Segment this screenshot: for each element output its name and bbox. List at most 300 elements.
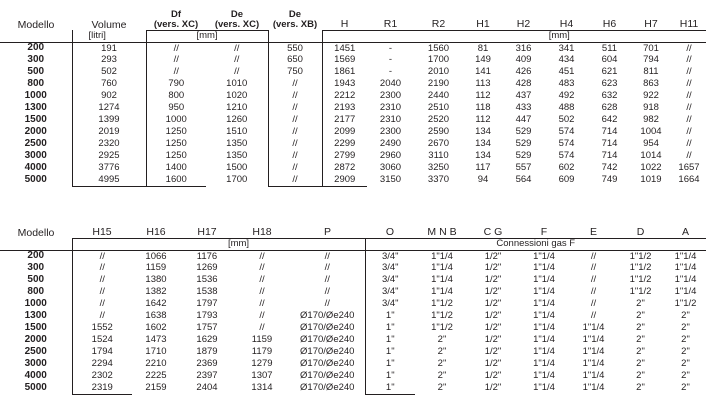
table-cell: Ø170/Øe240 bbox=[300, 346, 355, 358]
table-cell: - bbox=[388, 66, 393, 78]
table-cell: 1879 bbox=[196, 346, 218, 358]
table-cell: 2" bbox=[437, 382, 447, 394]
col2-o: O bbox=[385, 226, 395, 238]
table-row bbox=[0, 370, 706, 382]
table-cell: 918 bbox=[643, 102, 659, 114]
table-cell: 2872 bbox=[322, 162, 367, 174]
table-cell: // bbox=[259, 322, 265, 334]
table-row bbox=[0, 322, 706, 334]
model-cell: 1000 bbox=[24, 298, 47, 309]
table-cell: 811 bbox=[643, 66, 659, 78]
col-r1: R1 bbox=[383, 18, 398, 30]
table-cell: 1569 bbox=[322, 54, 367, 66]
table-cell: 1"1/4 bbox=[533, 262, 555, 274]
table-cell: Ø170/Øe240 bbox=[300, 382, 355, 394]
table-cell: 954 bbox=[643, 138, 659, 150]
model-cell: 1300 bbox=[24, 310, 47, 321]
table-cell: Ø170/Øe240 bbox=[300, 358, 355, 370]
table-cell: 2099 bbox=[322, 126, 367, 138]
table-cell: // bbox=[146, 42, 206, 54]
table-cell: 1" bbox=[365, 310, 415, 322]
model-cell: 2000 bbox=[24, 334, 47, 345]
table-cell: 434 bbox=[558, 54, 575, 66]
table-cell: 2" bbox=[636, 358, 645, 370]
table-cell: 1510 bbox=[226, 126, 248, 138]
table-cell: 1279 bbox=[251, 358, 273, 370]
table-cell: 81 bbox=[463, 42, 503, 54]
table-cell: 714 bbox=[601, 126, 618, 138]
table-row bbox=[0, 90, 706, 102]
table-cell: 1"1/4 bbox=[533, 322, 555, 334]
table-row bbox=[0, 310, 706, 322]
unit-mm-df: [mm] bbox=[146, 30, 268, 42]
table-cell: 1861 bbox=[322, 66, 367, 78]
table-cell: 1/2" bbox=[484, 358, 502, 370]
table-cell: 1/2" bbox=[484, 262, 502, 274]
table-cell: 1"1/4 bbox=[533, 334, 555, 346]
table-cell: 3/4" bbox=[365, 250, 415, 262]
table-cell: // bbox=[234, 54, 240, 66]
table-row bbox=[0, 358, 706, 370]
table-cell: 112 bbox=[475, 114, 491, 126]
table-cell: // bbox=[234, 250, 290, 262]
table-cell: 1"1/4 bbox=[415, 250, 469, 262]
table-cell: 2909 bbox=[322, 174, 367, 186]
table-cell: 2299 bbox=[322, 138, 367, 150]
table-row bbox=[0, 334, 706, 346]
unit2-gas: Connessioni gas F bbox=[365, 238, 706, 250]
model-cell: 2000 bbox=[24, 126, 47, 137]
table-cell: 1269 bbox=[196, 262, 218, 274]
table-cell: 2" bbox=[681, 334, 690, 346]
table-cell: 2670 bbox=[427, 138, 450, 150]
table-cell: // bbox=[268, 126, 322, 138]
col2-h16: H16 bbox=[146, 226, 166, 238]
table-cell: 623 bbox=[601, 78, 618, 90]
col2-modello: Modello bbox=[17, 226, 55, 238]
table-cell: 1"1/4 bbox=[533, 310, 555, 322]
table-cell: 1757 bbox=[196, 322, 218, 334]
table-cell: 1" bbox=[365, 370, 415, 382]
table-cell: // bbox=[590, 286, 597, 298]
table-cell: 2310 bbox=[379, 114, 402, 126]
table-cell: // bbox=[686, 126, 692, 138]
table-cell: 1"1/2 bbox=[629, 274, 652, 286]
table-cell: 437 bbox=[515, 90, 532, 102]
dimensions-table-2 bbox=[0, 214, 706, 395]
table-cell: 2159 bbox=[145, 382, 167, 394]
table-cell: 511 bbox=[589, 42, 630, 54]
table-cell: 1/2" bbox=[484, 370, 502, 382]
table-cell: 3/4" bbox=[365, 262, 415, 274]
table-cell: 1/2" bbox=[484, 274, 502, 286]
table-cell: 1"1/2 bbox=[629, 262, 652, 274]
table-cell: 1"1/4 bbox=[582, 382, 605, 394]
table-cell: // bbox=[590, 310, 597, 322]
table-cell: 609 bbox=[558, 174, 575, 186]
table-cell: 2019 bbox=[72, 126, 146, 138]
table-cell: 1"1/4 bbox=[674, 274, 697, 286]
table-row bbox=[0, 174, 706, 186]
table-cell: 1010 bbox=[226, 78, 248, 90]
table-cell: 1/2" bbox=[484, 334, 502, 346]
model-cell: 4000 bbox=[24, 162, 47, 173]
table-cell: 714 bbox=[601, 138, 618, 150]
table-cell: 604 bbox=[601, 54, 618, 66]
table-cell: 602 bbox=[558, 162, 575, 174]
model-cell: 500 bbox=[27, 274, 45, 285]
table-cell: 2" bbox=[681, 370, 690, 382]
table-cell: 701 bbox=[630, 42, 672, 54]
table-cell: // bbox=[686, 78, 692, 90]
col-h2: H2 bbox=[516, 18, 531, 30]
table-cell: 1664 bbox=[678, 174, 700, 186]
model-cell: 800 bbox=[27, 286, 45, 297]
table-cell: // bbox=[324, 274, 330, 286]
table-cell: 1552 bbox=[72, 322, 132, 334]
table-cell: // bbox=[259, 298, 265, 310]
table-cell: - bbox=[367, 42, 414, 54]
col-h11: H11 bbox=[679, 18, 699, 30]
table-cell: 451 bbox=[558, 66, 575, 78]
table-cell: 1/2" bbox=[484, 298, 502, 310]
unit-mm-dims: [mm] bbox=[322, 30, 706, 42]
table-cell: 2319 bbox=[72, 382, 132, 394]
table-cell: 2" bbox=[636, 334, 645, 346]
table-cell: 1022 bbox=[640, 162, 662, 174]
table-cell: 3/4" bbox=[365, 286, 415, 298]
table-cell: 800 bbox=[146, 90, 206, 102]
col-h4: H4 bbox=[559, 18, 574, 30]
table-cell: 2799 bbox=[322, 150, 367, 162]
table-cell: 3060 bbox=[379, 162, 402, 174]
table-cell: 1" bbox=[365, 358, 415, 370]
table-cell: 1"1/4 bbox=[517, 250, 571, 262]
table-cell: 1066 bbox=[132, 250, 180, 262]
table-row bbox=[0, 298, 706, 310]
table-cell: // bbox=[686, 138, 692, 150]
table-cell: 529 bbox=[515, 138, 532, 150]
table-cell: 1657 bbox=[678, 162, 700, 174]
table-cell: 2590 bbox=[427, 126, 450, 138]
table-cell: // bbox=[268, 102, 322, 114]
table-cell: // bbox=[686, 150, 692, 162]
table-cell: 621 bbox=[601, 66, 618, 78]
table-cell: // bbox=[146, 54, 206, 66]
col-volume: Volume bbox=[91, 18, 127, 30]
table-cell: 3/4" bbox=[365, 274, 415, 286]
table-cell: 2" bbox=[681, 310, 690, 322]
table-row bbox=[0, 102, 706, 114]
table-row bbox=[0, 114, 706, 126]
table-cell: 574 bbox=[558, 126, 575, 138]
table-cell: 1473 bbox=[145, 334, 167, 346]
table-cell: 2" bbox=[437, 346, 447, 358]
col-h6: H6 bbox=[602, 18, 617, 30]
table-cell: 650 bbox=[268, 54, 322, 66]
table-cell: 1"1/4 bbox=[431, 286, 453, 298]
table-cell: Ø170/Øe240 bbox=[300, 334, 355, 346]
table-cell: 1250 bbox=[146, 150, 206, 162]
table-cell: // bbox=[590, 262, 597, 274]
table-cell: 1524 bbox=[72, 334, 132, 346]
table-cell: 1560 bbox=[414, 42, 463, 54]
table-cell: 488 bbox=[558, 102, 575, 114]
model-cell: 300 bbox=[27, 54, 45, 65]
table-cell: 1274 bbox=[72, 102, 146, 114]
table-cell: 3370 bbox=[427, 174, 450, 186]
table-cell: 564 bbox=[515, 174, 532, 186]
table-cell: 2193 bbox=[322, 102, 367, 114]
table-cell: 134 bbox=[475, 150, 491, 162]
table-cell: 2040 bbox=[379, 78, 402, 90]
table-cell: 1020 bbox=[226, 90, 248, 102]
col2-a: A bbox=[681, 226, 689, 238]
table-cell: 557 bbox=[515, 162, 532, 174]
table-cell: 118 bbox=[475, 102, 491, 114]
table-cell: 1014 bbox=[640, 150, 662, 162]
table-cell: 790 bbox=[146, 78, 206, 90]
table-cell: 1"1/4 bbox=[533, 274, 555, 286]
table-cell: // bbox=[268, 174, 322, 186]
table-cell: 1629 bbox=[196, 334, 218, 346]
table-cell: 2177 bbox=[322, 114, 367, 126]
table-cell: 2" bbox=[636, 370, 645, 382]
table-cell: 1350 bbox=[226, 138, 248, 150]
table-cell: 1"1/2 bbox=[431, 298, 453, 310]
table-cell: // bbox=[571, 250, 616, 262]
table-cell: // bbox=[206, 42, 268, 54]
table-cell: 1"1/4 bbox=[533, 346, 555, 358]
table-cell: 2" bbox=[636, 298, 645, 310]
col2-e: E bbox=[589, 226, 597, 238]
col2-h15: H15 bbox=[92, 226, 112, 238]
table-cell: 2" bbox=[636, 346, 645, 358]
table-cell: 1710 bbox=[145, 346, 167, 358]
table-cell: 1"1/4 bbox=[431, 262, 453, 274]
table-cell: 1399 bbox=[72, 114, 146, 126]
table-cell: 1"1/2 bbox=[431, 310, 453, 322]
table-cell: 2510 bbox=[427, 102, 450, 114]
table-cell: 2302 bbox=[72, 370, 132, 382]
table-cell: 1/2" bbox=[484, 382, 502, 394]
table-cell: 1" bbox=[365, 346, 415, 358]
table-cell: 1797 bbox=[196, 298, 218, 310]
table-cell: 1000 bbox=[146, 114, 206, 126]
model-cell: 200 bbox=[0, 42, 72, 54]
table-row bbox=[0, 138, 706, 150]
model-cell: 4000 bbox=[24, 370, 47, 381]
table-cell: 502 bbox=[558, 114, 575, 126]
model-cell: 5000 bbox=[24, 382, 47, 393]
table-cell: 1"1/4 bbox=[533, 370, 555, 382]
table-cell: 642 bbox=[601, 114, 618, 126]
table-cell: 149 bbox=[475, 54, 491, 66]
table-cell: 863 bbox=[643, 78, 659, 90]
col2-mnb: M N B bbox=[427, 226, 457, 238]
table-cell: 3/4" bbox=[365, 298, 415, 310]
table-cell: 2" bbox=[636, 322, 645, 334]
table-cell: 2210 bbox=[145, 358, 167, 370]
col-de-xb: De (vers. XB) bbox=[272, 9, 318, 30]
table-cell: 1"1/4 bbox=[533, 382, 555, 394]
table-cell: 2" bbox=[636, 382, 645, 394]
table-cell: // bbox=[290, 250, 365, 262]
col-h7: H7 bbox=[644, 18, 658, 30]
col2-p: P bbox=[323, 226, 331, 238]
col-modello: Modello bbox=[17, 18, 55, 30]
table-cell: 574 bbox=[558, 150, 575, 162]
table-cell: 749 bbox=[601, 174, 618, 186]
table-cell: // bbox=[234, 66, 240, 78]
table-cell: 2" bbox=[681, 382, 690, 394]
table-cell: 117 bbox=[475, 162, 491, 174]
table-cell: 2" bbox=[437, 358, 447, 370]
table-row bbox=[0, 262, 706, 274]
table-row bbox=[0, 66, 706, 78]
col2-h18: H18 bbox=[252, 226, 272, 238]
model-cell: 5000 bbox=[24, 174, 47, 185]
model-cell: 3000 bbox=[24, 358, 47, 369]
model-cell: 1500 bbox=[24, 114, 47, 125]
table-row bbox=[0, 274, 706, 286]
table-cell: 1250 bbox=[146, 138, 206, 150]
unit-litri: [litri] bbox=[72, 30, 146, 42]
table-cell: 1159 bbox=[145, 262, 167, 274]
table-cell: 1"1/4 bbox=[582, 322, 605, 334]
table-cell: 1" bbox=[365, 382, 415, 394]
table-cell: 1538 bbox=[196, 286, 218, 298]
table-cell: 3150 bbox=[379, 174, 402, 186]
table-cell: 2925 bbox=[72, 150, 146, 162]
table-cell: 2225 bbox=[145, 370, 167, 382]
col2-f: F bbox=[540, 226, 548, 238]
table-cell: // bbox=[686, 90, 692, 102]
table-cell: 1210 bbox=[226, 102, 248, 114]
table-cell: 1/2" bbox=[484, 286, 502, 298]
table-row bbox=[0, 78, 706, 90]
table-cell: // bbox=[686, 54, 692, 66]
table-cell: // bbox=[72, 250, 132, 262]
table-cell: // bbox=[324, 286, 330, 298]
table-cell: 293 bbox=[72, 54, 146, 66]
table-cell: 1382 bbox=[145, 286, 167, 298]
table-cell: 902 bbox=[72, 90, 146, 102]
table-cell: 1159 bbox=[251, 334, 273, 346]
table-cell: 2300 bbox=[379, 90, 402, 102]
table-cell: 1"1/4 bbox=[431, 274, 453, 286]
table-cell: // bbox=[146, 66, 206, 78]
table-cell: 1314 bbox=[251, 382, 273, 394]
model-cell: 3000 bbox=[24, 150, 47, 161]
table-cell: Ø170/Øe240 bbox=[300, 370, 355, 382]
table-cell: 4995 bbox=[72, 174, 146, 186]
table-cell: 1943 bbox=[322, 78, 367, 90]
table-cell: 794 bbox=[643, 54, 659, 66]
table-cell: 529 bbox=[515, 150, 532, 162]
table-cell: 1019 bbox=[640, 174, 662, 186]
table-cell: Ø170/Øe240 bbox=[300, 322, 355, 334]
table-cell: 2520 bbox=[427, 114, 450, 126]
table-cell: 529 bbox=[515, 126, 532, 138]
table-cell: 2" bbox=[437, 334, 447, 346]
table-cell: 409 bbox=[515, 54, 532, 66]
table-cell: 1794 bbox=[72, 346, 132, 358]
table-cell: 3110 bbox=[428, 150, 449, 162]
table-cell: 1307 bbox=[251, 370, 273, 382]
table-cell: 2369 bbox=[196, 358, 218, 370]
table-cell: 1380 bbox=[145, 274, 167, 286]
table-cell: 426 bbox=[515, 66, 532, 78]
table-cell: 628 bbox=[601, 102, 618, 114]
table-cell: 2190 bbox=[427, 78, 450, 90]
table-cell: 1"1/4 bbox=[674, 262, 697, 274]
table-cell: 760 bbox=[72, 78, 146, 90]
col-df: Df (vers. XC) bbox=[153, 8, 199, 30]
table-row bbox=[0, 150, 706, 162]
model-cell: 2500 bbox=[24, 346, 47, 357]
table-row bbox=[0, 250, 706, 262]
table-cell: 2960 bbox=[379, 150, 402, 162]
table-cell: 1/2" bbox=[484, 346, 502, 358]
table-row bbox=[0, 162, 706, 174]
table-cell: 1"1/2 bbox=[431, 322, 453, 334]
table-cell: 134 bbox=[475, 126, 491, 138]
table-cell: 1793 bbox=[196, 310, 218, 322]
table-cell: 1176 bbox=[180, 250, 234, 262]
table-cell: 2404 bbox=[196, 382, 218, 394]
table-cell: // bbox=[259, 286, 265, 298]
table-cell: 502 bbox=[72, 66, 146, 78]
table-cell: 1700 bbox=[427, 54, 450, 66]
table-cell: 1/2" bbox=[484, 322, 502, 334]
table-cell: 1179 bbox=[251, 346, 273, 358]
table-cell: 191 bbox=[72, 42, 146, 54]
table-cell: 1700 bbox=[226, 174, 248, 186]
table-cell: 447 bbox=[515, 114, 532, 126]
table-cell: // bbox=[72, 286, 132, 298]
model-cell: 1500 bbox=[24, 322, 47, 333]
model-cell: 1000 bbox=[24, 90, 47, 101]
table-cell: 2490 bbox=[379, 138, 402, 150]
table-cell: 982 bbox=[643, 114, 659, 126]
table-row bbox=[0, 42, 706, 54]
col2-cg: C G bbox=[483, 226, 503, 238]
table-cell: 2300 bbox=[379, 126, 402, 138]
table-cell: 3776 bbox=[72, 162, 146, 174]
table-cell: 113 bbox=[475, 78, 491, 90]
table-row bbox=[0, 126, 706, 138]
table-cell: // bbox=[268, 114, 322, 126]
table-cell: // bbox=[686, 66, 692, 78]
table-row bbox=[0, 346, 706, 358]
table-cell: 94 bbox=[477, 174, 489, 186]
table-cell: 492 bbox=[558, 90, 575, 102]
table-cell: // bbox=[686, 102, 692, 114]
table-cell: 1638 bbox=[145, 310, 167, 322]
table-cell: 1"1/2 bbox=[616, 250, 665, 262]
table-cell: 341 bbox=[544, 42, 589, 54]
table-cell: // bbox=[268, 162, 322, 174]
table-cell: 1"1/4 bbox=[582, 346, 605, 358]
table-cell: 1"1/4 bbox=[582, 370, 605, 382]
table-row bbox=[0, 54, 706, 66]
model-cell: 300 bbox=[27, 262, 45, 273]
table-cell: 1250 bbox=[146, 126, 206, 138]
table-cell: 2397 bbox=[196, 370, 218, 382]
model-cell: 500 bbox=[27, 66, 45, 77]
table-cell: 1"1/4 bbox=[582, 334, 605, 346]
